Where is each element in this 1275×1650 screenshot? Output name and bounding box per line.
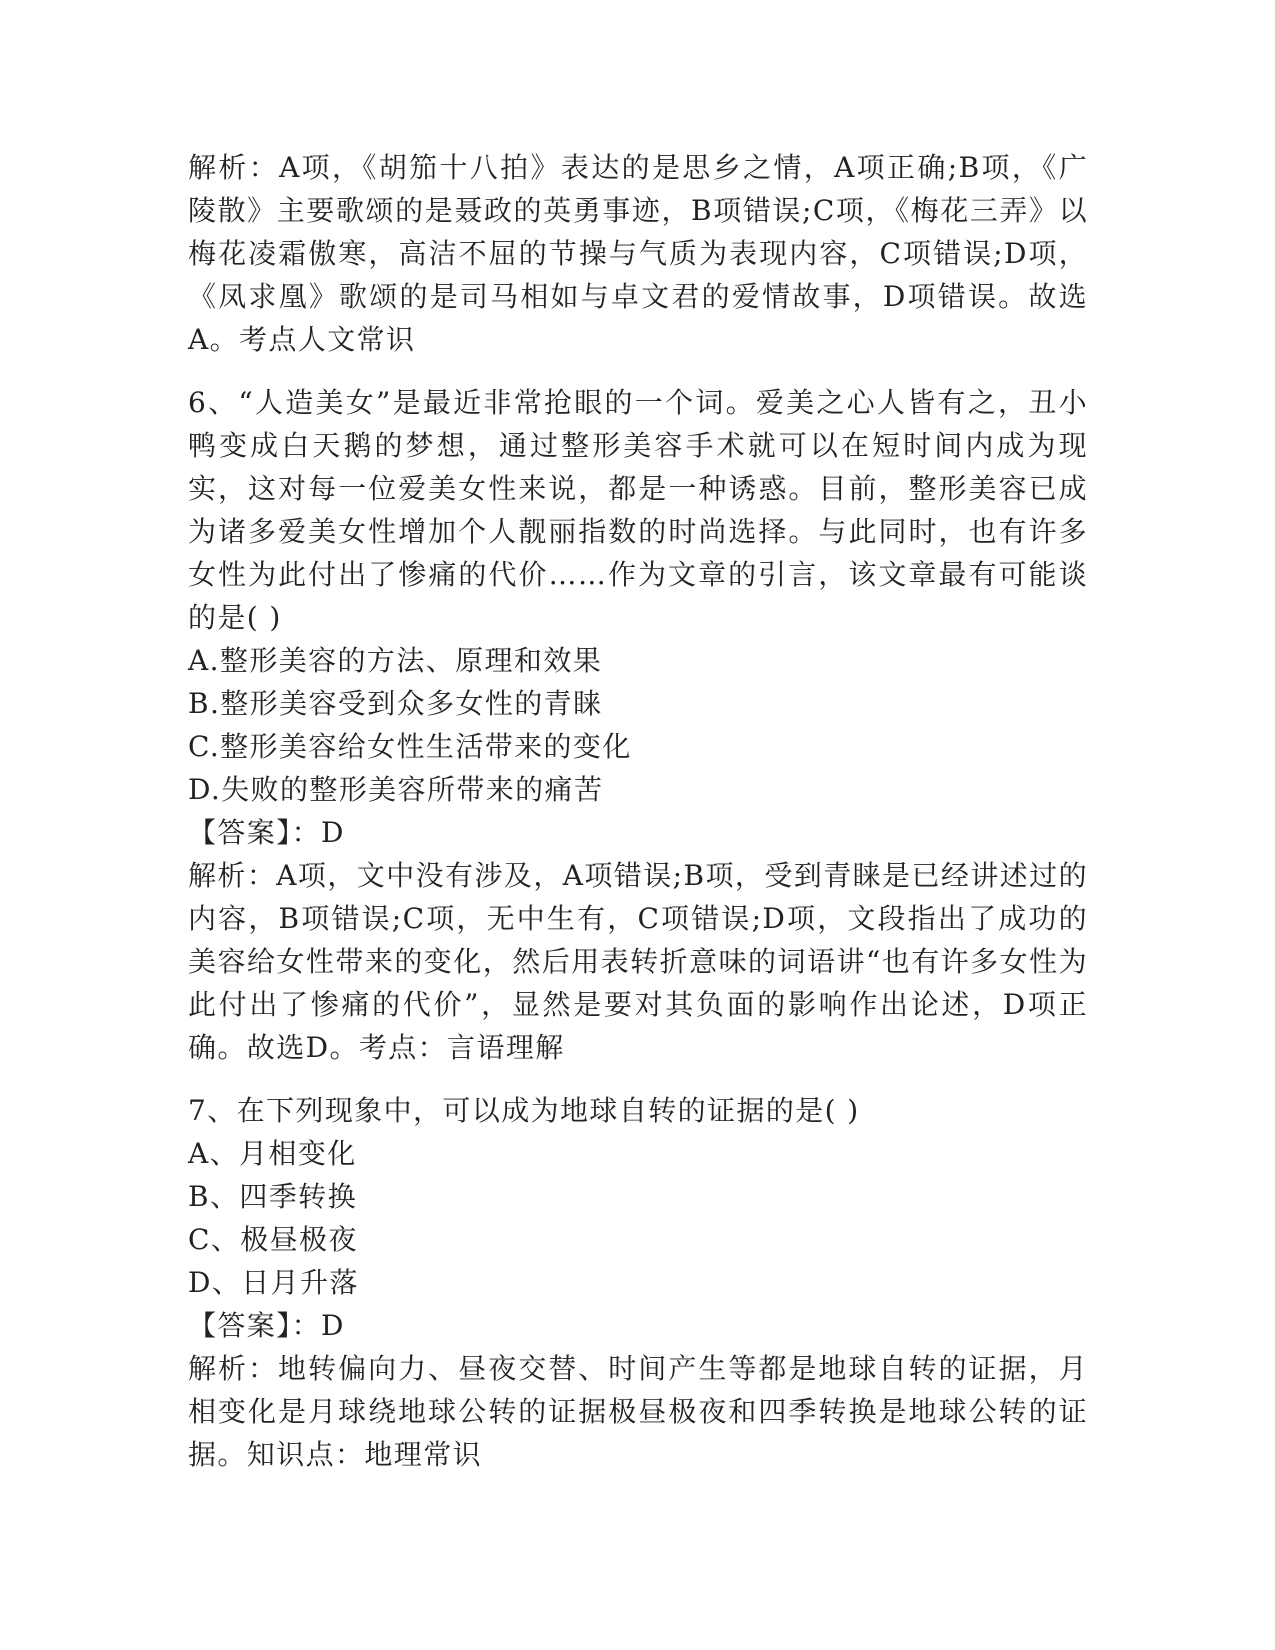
q7-analysis: 解析：地转偏向力、昼夜交替、时间产生等都是地球自转的证据，月相变化是月球绕地球公转的证据极昼极夜和四季转换是地球公转的证据。知识点：地理常识 <box>188 1352 1088 1471</box>
paragraph-gap <box>188 361 1088 381</box>
q7-option-b: B、四季转换 <box>188 1180 357 1213</box>
q7-option-c: C、极昼极夜 <box>188 1223 358 1256</box>
q7-stem: 7、在下列现象中，可以成为地球自转的证据的是( ) <box>188 1094 860 1127</box>
q6-option-d: D.失败的整形美容所带来的痛苦 <box>188 773 604 806</box>
q7-answer: 【答案】：D <box>188 1309 345 1342</box>
q6-stem: 6、“人造美女”是最近非常抢眼的一个词。爱美之心人皆有之，丑小鸭变成白天鹅的梦想，通过整形美容手术就可以在短时间内成为现实，这对每一位爱美女性来说，都是一种诱惑。目前，整形美容已成为诸多爱美女性增加个人靓丽指数的时尚选择。与此同时，也有许多女性为此付出了惨痛的代价……作为文章的引言，该文章最有可能谈的是( ) <box>188 386 1088 634</box>
q5-analysis: 解析：A项，《胡笳十八拍》表达的是思乡之情，A项正确;B项，《广陵散》主要歌颂的是聂政的英勇事迹，B项错误;C项，《梅花三弄》以梅花凌霜傲寒，高洁不屈的节操与气质为表现内容，C项错误;D项，《凤求凰》歌颂的是司马相如与卓文君的爱情故事，D项错误。故选A。考点人文常识 <box>188 151 1088 356</box>
q6-option-b: B.整形美容受到众多女性的青睐 <box>188 687 603 720</box>
paragraph-gap <box>188 1069 1088 1089</box>
q6-answer: 【答案】：D <box>188 816 345 849</box>
q6-option-a: A.整形美容的方法、原理和效果 <box>188 644 603 677</box>
q7-option-d: D、日月升落 <box>188 1266 359 1299</box>
q6-analysis: 解析：A项，文中没有涉及，A项错误;B项，受到青睐是已经讲述过的内容，B项错误;C项，无中生有，C项错误;D项，文段指出了成功的美容给女性带来的变化，然后用表转折意味的词语讲“也有许多女性为此付出了惨痛的代价”，显然是要对其负面的影响作出论述，D项正确。故选D。考点：言语理解 <box>188 859 1088 1064</box>
q7-option-a: A、月相变化 <box>188 1137 357 1170</box>
q6-option-c: C.整形美容给女性生活带来的变化 <box>188 730 632 763</box>
document-content <box>188 146 1088 1476</box>
